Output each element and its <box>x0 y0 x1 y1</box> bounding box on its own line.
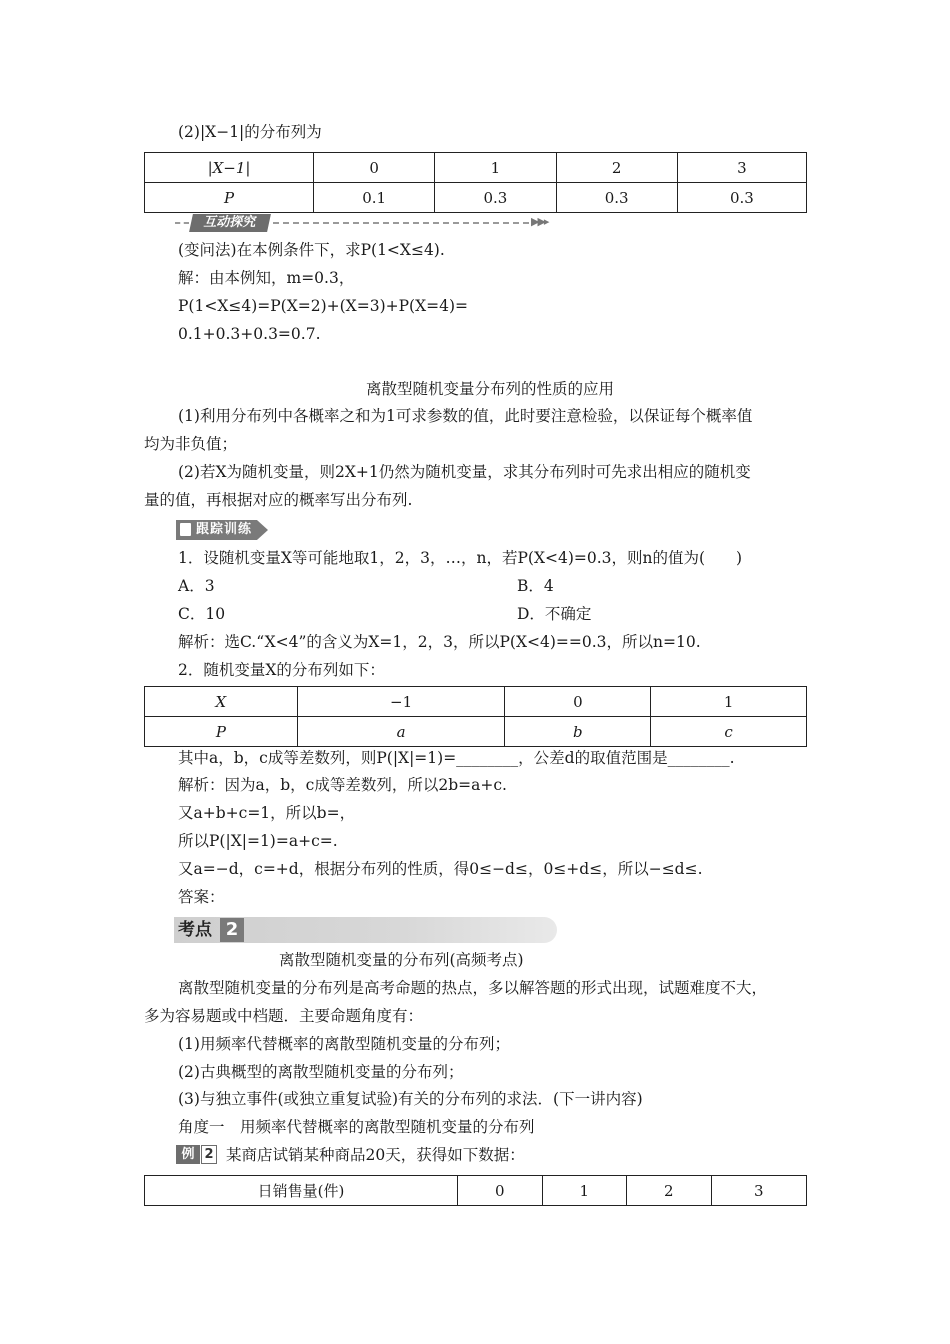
table-cell: P <box>145 717 298 747</box>
table-cell: b <box>505 717 651 747</box>
solution-line: P(1<X≤4)=P(X=2)+(X=3)+P(X=4)= <box>178 297 468 315</box>
answer-label: 答案： <box>178 888 225 906</box>
table-cell: 日销售量(件) <box>145 1176 458 1206</box>
angle-heading: 角度一 用频率代替概率的离散型随机变量的分布列 <box>178 1118 535 1136</box>
table-cell: 2 <box>556 153 677 183</box>
solution-line: 0.1+0.3+0.3=0.7. <box>178 325 321 343</box>
kaodian-paragraph: 多为容易题或中档题．主要命题角度有： <box>144 1007 424 1025</box>
analysis-line: 又a=−d，c=+d，根据分布列的性质，得0≤−d≤，0≤+d≤，所以−≤d≤. <box>178 860 703 878</box>
kaodian-item: (2)古典概型的离散型随机变量的分布列； <box>178 1063 464 1081</box>
table-cell: a <box>297 717 505 747</box>
kaodian-title: 离散型随机变量的分布列(高频考点) <box>279 951 524 969</box>
table-cell: 1 <box>435 153 556 183</box>
analysis-line: 解析：因为a，b，c成等差数列，所以2b=a+c. <box>178 776 507 794</box>
kaodian-number: 2 <box>220 918 244 942</box>
document-icon <box>180 523 191 536</box>
property-line: 量的值，再根据对应的概率写出分布列. <box>144 491 413 509</box>
section-title: 离散型随机变量分布列的性质的应用 <box>365 380 614 398</box>
table-cell: X <box>145 687 298 717</box>
arrow-icon: ▶▶▸ <box>531 215 548 228</box>
question-2: 2．随机变量X的分布列如下： <box>178 661 385 679</box>
question-1: 1．设随机变量X等可能地取1，2，3，…，n，若P(X<4)=0.3，则n的值为( ) <box>178 549 743 567</box>
table-cell: 0 <box>458 1176 543 1206</box>
table-cell: 2 <box>627 1176 712 1206</box>
question-1-analysis: 解析：选C.“X<4”的含义为X=1，2，3，所以P(X<4)==0.3，所以n=10. <box>178 633 701 651</box>
sales-table <box>144 1175 807 1206</box>
variant-question: (变问法)在本例条件下，求P(1<X≤4). <box>178 241 445 259</box>
question-2-text: 其中a，b，c成等差数列，则P(|X|=1)=________，公差d的取值范围是________. <box>178 749 735 767</box>
table-row <box>145 1176 807 1206</box>
table-row <box>145 153 807 183</box>
option-b: B．4 <box>517 577 554 595</box>
kaodian-label: 考点 <box>178 920 212 940</box>
follow-training-tag: 跟踪训练 <box>196 522 253 537</box>
kaodian-banner <box>174 917 557 943</box>
example-number: 2 <box>201 1145 217 1164</box>
option-d: D．不确定 <box>517 605 592 623</box>
interactive-explore-tag: 互动探究 <box>189 214 271 232</box>
property-line: (1)利用分布列中各概率之和为1可求参数的值，此时要注意检验，以保证每个概率值 <box>178 407 753 425</box>
kaodian-paragraph: 离散型随机变量的分布列是高考命题的热点，多以解答题的形式出现，试题难度不大， <box>178 979 768 997</box>
option-c: C．10 <box>178 605 226 623</box>
table-cell: 0.3 <box>677 183 806 213</box>
table-cell: 3 <box>711 1176 806 1206</box>
solution-line: 解：由本例知，m=0.3， <box>178 269 355 287</box>
distribution-table-1 <box>144 152 807 213</box>
table-cell: −1 <box>297 687 505 717</box>
table-cell: 0.3 <box>556 183 677 213</box>
interactive-explore-banner <box>175 213 560 233</box>
follow-training-banner <box>176 520 280 540</box>
kaodian-item: (3)与独立事件(或独立重复试验)有关的分布列的求法．(下一讲内容) <box>178 1090 643 1108</box>
table-row <box>145 687 807 717</box>
analysis-line: 又a+b+c=1，所以b=， <box>178 804 356 822</box>
example-label: 例 <box>176 1145 200 1164</box>
option-a: A．3 <box>178 577 215 595</box>
table-row <box>145 717 807 747</box>
analysis-line: 所以P(|X|=1)=a+c=. <box>178 832 338 850</box>
dashed-divider <box>273 222 529 224</box>
table-cell: 1 <box>651 687 807 717</box>
part2-heading: (2)|X−1|的分布列为 <box>178 123 322 141</box>
example-text: 某商店试销某种商品20天，获得如下数据： <box>226 1146 525 1164</box>
property-line: (2)若X为随机变量，则2X+1仍然为随机变量，求其分布列时可先求出相应的随机变 <box>178 463 751 481</box>
table-cell: c <box>651 717 807 747</box>
dashed-divider <box>175 222 189 224</box>
table-cell: 0.1 <box>314 183 435 213</box>
table-cell: 0 <box>505 687 651 717</box>
kaodian-item: (1)用频率代替概率的离散型随机变量的分布列； <box>178 1035 510 1053</box>
table-cell: P <box>145 183 314 213</box>
table-cell: 0.3 <box>435 183 556 213</box>
table-cell: |X−1| <box>145 153 314 183</box>
property-line: 均为非负值； <box>144 435 238 453</box>
distribution-table-2 <box>144 686 807 747</box>
table-cell: 3 <box>677 153 806 183</box>
example-tag <box>176 1145 218 1164</box>
table-cell: 0 <box>314 153 435 183</box>
table-cell: 1 <box>542 1176 627 1206</box>
table-row <box>145 183 807 213</box>
